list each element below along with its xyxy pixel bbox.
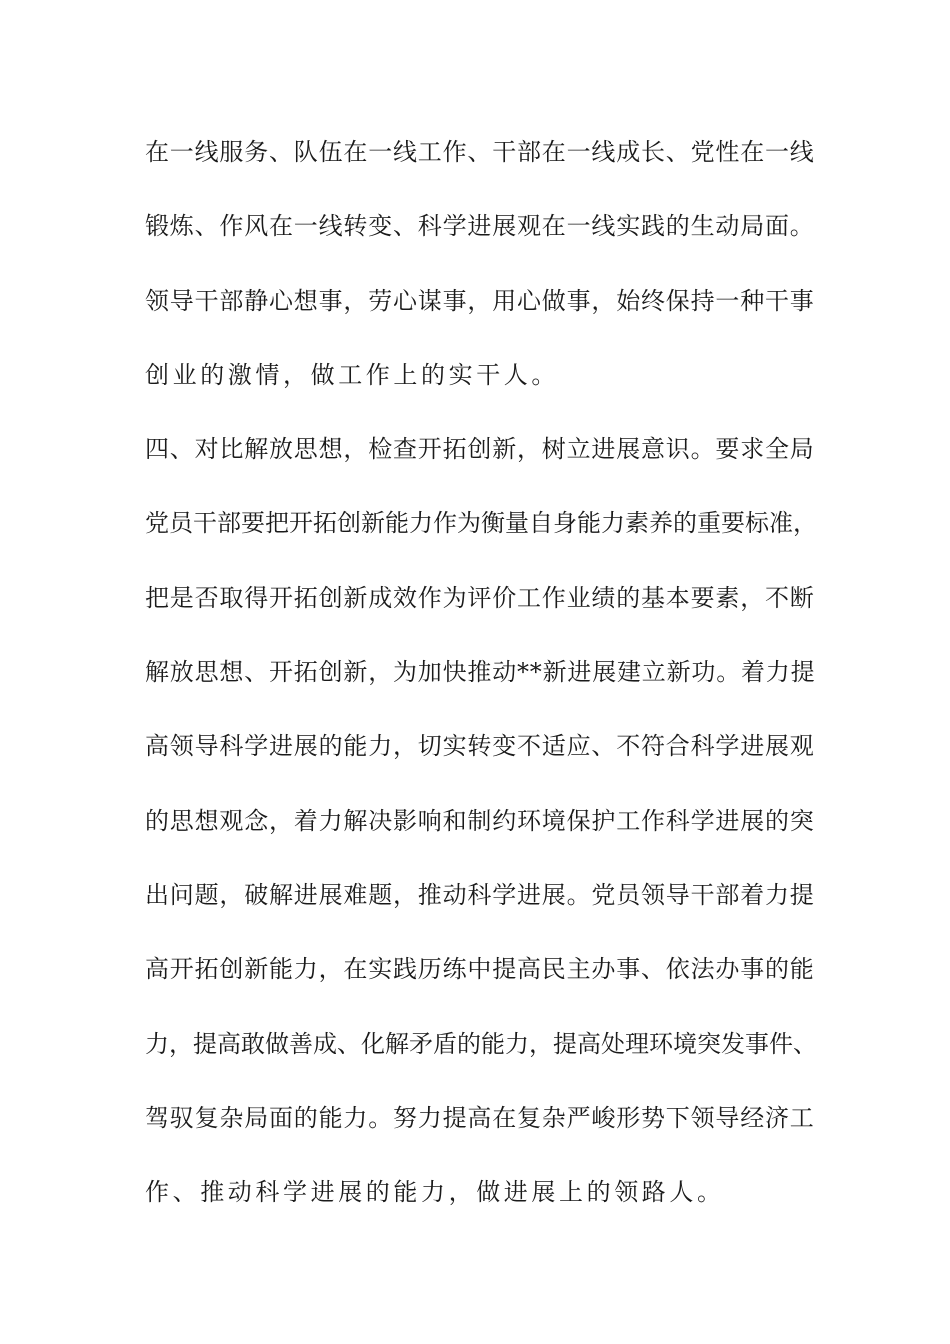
document-body: [145, 128, 815, 1242]
text-line: 作、推动科学进展的能力，做进展上的领路人。: [145, 1178, 725, 1207]
text-line: 驾驭复杂局面的能力。努力提高在复杂严峻形势下领导经济工: [145, 1103, 815, 1132]
text-line: 四、对比解放思想，检查开拓创新，树立进展意识。要求全局: [145, 435, 815, 464]
text-line: 锻炼、作风在一线转变、科学进展观在一线实践的生动局面。: [145, 212, 815, 241]
text-line: 领导干部静心想事，劳心谋事，用心做事，始终保持一种干事: [145, 286, 815, 315]
text-line: 创业的激情，做工作上的实干人。: [145, 360, 559, 389]
text-line: 的思想观念，着力解决影响和制约环境保护工作科学进展的突: [145, 806, 815, 835]
text-line: 党员干部要把开拓创新能力作为衡量自身能力素养的重要标准，: [145, 509, 817, 538]
text-line: 高开拓创新能力，在实践历练中提高民主办事、依法办事的能: [145, 955, 815, 984]
text-line: 出问题，破解进展难题，推动科学进展。党员领导干部着力提: [145, 880, 815, 909]
text-line: 在一线服务、队伍在一线工作、干部在一线成长、党性在一线: [145, 138, 815, 166]
text-line: 解放思想、开拓创新，为加快推动**新进展建立新功。着力提: [145, 658, 816, 687]
text-line: 高领导科学进展的能力，切实转变不适应、不符合科学进展观: [145, 732, 815, 761]
text-line: 力，提高敢做善成、化解矛盾的能力，提高处理环境突发事件、: [145, 1029, 817, 1058]
text-line: 把是否取得开拓创新成效作为评价工作业绩的基本要素，不断: [145, 583, 815, 612]
